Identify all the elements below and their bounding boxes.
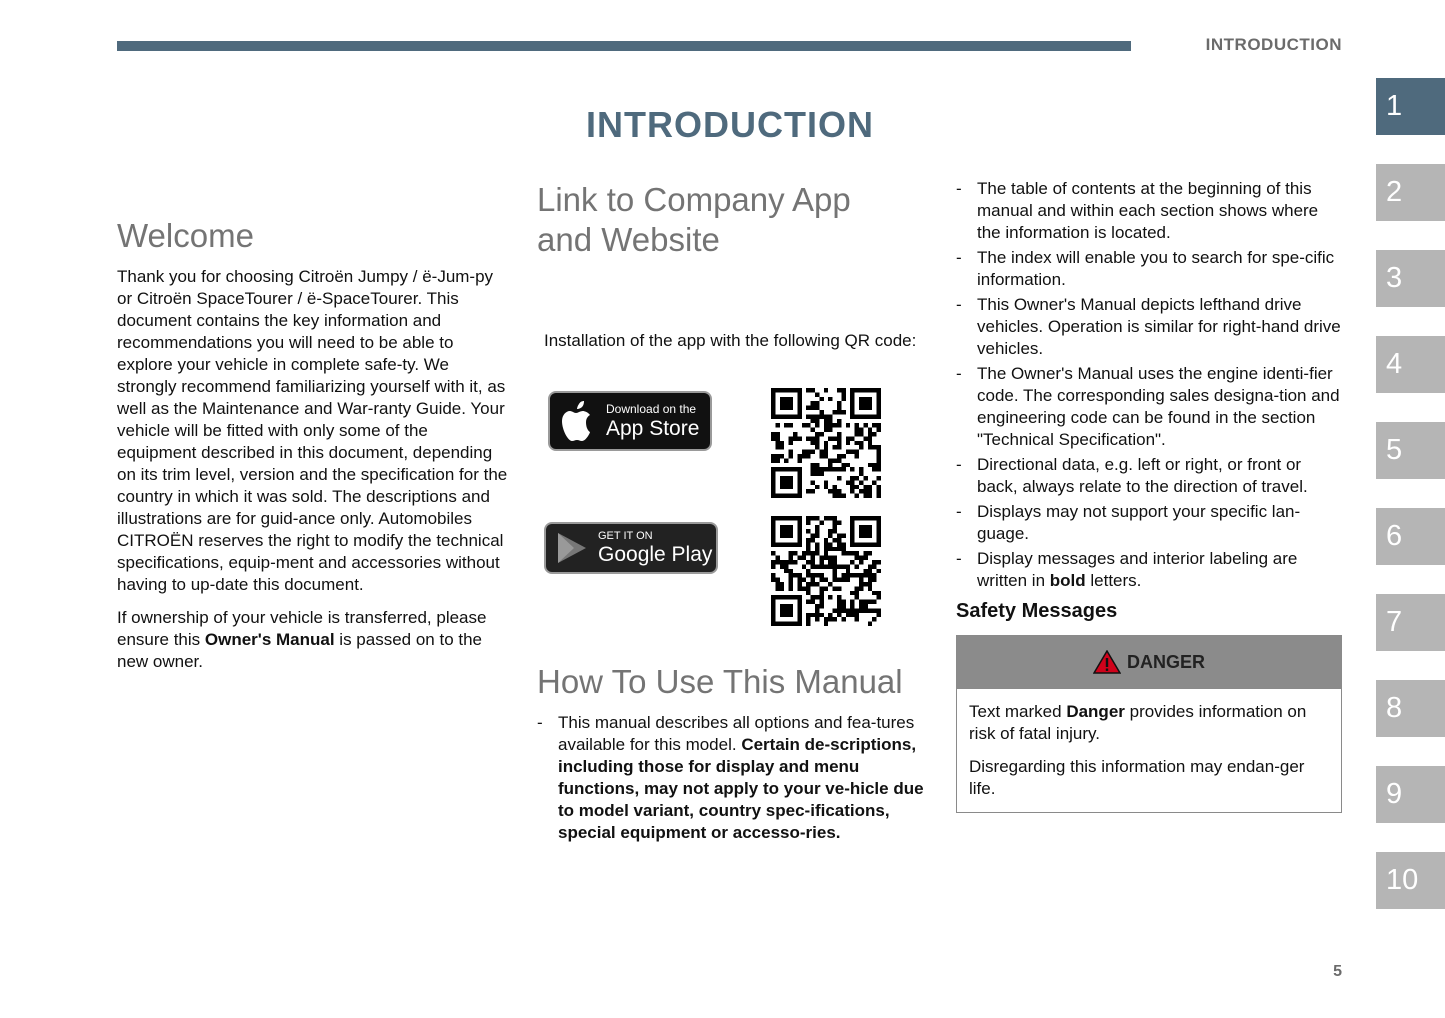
chapter-tab-5[interactable]: 5: [1376, 422, 1445, 479]
list-item: - The Owner's Manual uses the engine identi-fier code. The corresponding sales designa-tion and engineering code can be found in the section "Technical Specification".: [956, 363, 1346, 451]
warning-icon: [1093, 650, 1121, 674]
chapter-tab-2[interactable]: 2: [1376, 164, 1445, 221]
appstore-small-text: Download on the: [606, 402, 697, 416]
danger-label: DANGER: [1126, 651, 1205, 672]
danger-text-2: Disregarding this information may endan-ger life.: [969, 757, 1305, 798]
app-heading-line2: and Website: [537, 221, 720, 258]
safety-heading: Safety Messages: [956, 600, 1118, 622]
chapter-tab-10[interactable]: 10: [1376, 852, 1445, 909]
app-store-qr-code: [771, 388, 881, 498]
chapter-tab-9[interactable]: 9: [1376, 766, 1445, 823]
danger-text-bold: Danger: [1066, 702, 1125, 721]
list-item: - Directional data, e.g. left or right, or front or back, always relate to the direction of travel.: [956, 454, 1346, 498]
chapter-tab-4[interactable]: 4: [1376, 336, 1445, 393]
top-rule: [117, 41, 1131, 51]
bold-note-bold: bold: [1049, 571, 1086, 590]
app-heading: [537, 180, 923, 260]
appstore-big-text: App Store: [606, 417, 700, 440]
chapter-tab-6[interactable]: 6: [1376, 508, 1445, 565]
google-play-icon: [556, 531, 588, 565]
app-store-button[interactable]: [548, 391, 712, 451]
manual-notes-list: [956, 178, 1346, 545]
how-to-list: [537, 712, 927, 844]
google-play-button[interactable]: [544, 522, 718, 574]
danger-text: [969, 701, 1329, 745]
list-item: [956, 548, 1346, 592]
how-to-heading: How To Use This Manual: [537, 663, 903, 700]
welcome-section: [117, 216, 509, 673]
ownership-text-bold: Owner's Manual: [204, 630, 335, 649]
danger-box: [956, 635, 1342, 813]
chapter-tab-1[interactable]: 1: [1376, 78, 1445, 135]
bold-note-text-a: Display messages and interior labeling are written in: [977, 549, 1298, 590]
running-head: INTRODUCTION: [1205, 35, 1342, 54]
chapter-tab-7[interactable]: 7: [1376, 594, 1445, 651]
google-play-qr-code: [771, 516, 881, 626]
danger-body: [957, 689, 1341, 812]
apple-icon: [560, 399, 598, 443]
manual-notes-section: [956, 178, 1346, 813]
how-to-text: This manual describes all options and fea-tures available for this model.: [558, 713, 915, 754]
welcome-heading: Welcome: [117, 217, 254, 254]
ownership-text-a: If ownership of your vehicle is transferred, please ensure this: [117, 608, 487, 649]
bold-note-list: [956, 548, 1346, 592]
googleplay-small-text: GET IT ON: [598, 530, 653, 542]
chapter-tab-3[interactable]: 3: [1376, 250, 1445, 307]
list-item: - This Owner's Manual depicts lefthand drive vehicles. Operation is similar for right-hand drive vehicles.: [956, 294, 1346, 360]
googleplay-big-text: Google Play: [598, 543, 713, 566]
danger-text-a: Text marked: [969, 702, 1067, 721]
how-to-bold-text: Certain de-scriptions, including those for display and menu functions, may not apply to your ve-hicle due to model variant, country spec-ifications, special equipment or accesso-ries.: [558, 735, 924, 842]
how-to-item: [537, 712, 927, 844]
chapter-tab-8[interactable]: 8: [1376, 680, 1445, 737]
welcome-paragraph: Thank you for choosing Citroën Jumpy / ë-Jum-py or Citroën SpaceTourer / ë-SpaceTourer. This document contains the key information and recommendations you will need to be able to explore your vehicle in complete safe-ty. We strongly recommend familiarizing yourself with it, as well as the Maintenance and War-ranty Guide. Your vehicle will be fitted with only some of the equipment described in this document, depending on its trim level, version and the specification for the country in which it was sold. The descriptions and illustrations are for guid-ance only. Automobiles CITROËN reserves the right to modify the technical specifications, equip-ment and accessories without having to up-date this document.: [117, 267, 508, 594]
page-number: 5: [1333, 963, 1342, 980]
page-title: INTRODUCTION: [586, 104, 874, 145]
install-text: Installation of the app with the following QR code:: [544, 331, 917, 350]
bold-note-text-b: letters.: [1085, 571, 1142, 590]
list-item: - The table of contents at the beginning of this manual and within each section shows where the information is located.: [956, 178, 1346, 244]
danger-text-b: provides information on risk of fatal injury.: [969, 702, 1307, 743]
ownership-paragraph: [117, 607, 509, 673]
list-item: - Displays may not support your specific lan-guage.: [956, 501, 1346, 545]
danger-header: [957, 636, 1341, 689]
app-heading-line1: Link to Company App: [537, 181, 851, 218]
how-to-section: [537, 662, 927, 847]
app-section: [537, 180, 923, 880]
list-item: - The index will enable you to search for spe-cific information.: [956, 247, 1346, 291]
ownership-text-b: is passed on to the new owner.: [117, 630, 483, 671]
